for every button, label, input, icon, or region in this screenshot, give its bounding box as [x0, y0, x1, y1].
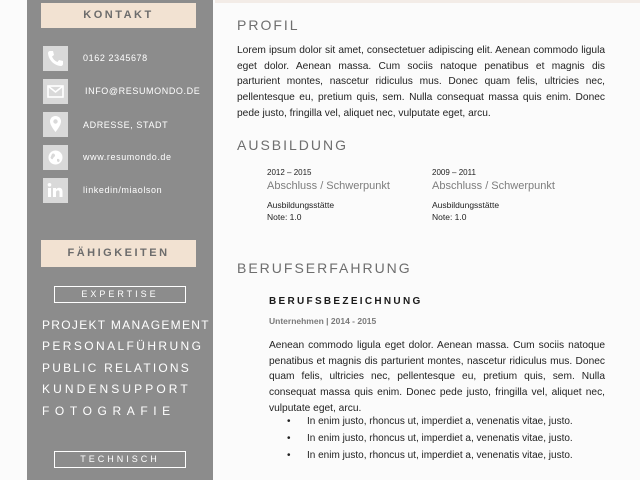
- contact-email: [43, 79, 213, 105]
- list-item: • In enim justo, rhoncus ut, imperdiet a, venenatis vitae, justo.: [287, 430, 573, 447]
- list-item: • In enim justo, rhoncus ut, imperdiet a, venenatis vitae, justo.: [287, 413, 573, 430]
- contact-linkedin: [43, 178, 213, 204]
- sidebar: [27, 0, 213, 480]
- globe-icon: [43, 145, 68, 170]
- phone-icon: [43, 46, 68, 71]
- education-place: Ausbildungsstätte: [267, 200, 335, 210]
- skill-item: PROJEKT MANAGEMENT: [42, 318, 210, 332]
- expertise-label: EXPERTISE: [54, 286, 186, 303]
- main-content: [237, 0, 617, 480]
- contact-email-text: INFO@RESUMONDO.DE: [85, 86, 201, 96]
- education-place: Ausbildungsstätte: [432, 200, 500, 210]
- map-pin-icon: [43, 112, 68, 137]
- contact-linkedin-text: linkedin/miaolson: [83, 185, 163, 195]
- education-entry: [432, 168, 582, 223]
- contact-website-text: www.resumondo.de: [83, 152, 172, 162]
- contact-address-text: ADRESSE, STADT: [83, 120, 169, 130]
- ausbildung-title: AUSBILDUNG: [237, 137, 349, 153]
- job-bullet-list: [287, 413, 573, 464]
- education-dates: 2012 – 2015: [267, 168, 312, 177]
- profil-title: PROFIL: [237, 17, 300, 33]
- skill-item: PUBLIC RELATIONS: [42, 361, 192, 375]
- contact-header: KONTAKT: [41, 3, 196, 28]
- skills-header: FÄHIGKEITEN: [41, 240, 196, 267]
- skill-item: PERSONALFÜHRUNG: [42, 339, 204, 353]
- job-description: Aenean commodo ligula eget dolor. Aenean massa. Cum sociis natoque penatibus et magnis dis parturient montes, nascetur ridiculus mus. Donec quam felis, ultricies nec, pellentesque eu, pretium quis, sem. Nulla consequat massa quis enim. Donec pede justo, fringilla vel, aliquet nec, vulputate eget, arcu.: [269, 340, 605, 414]
- profil-text: Lorem ipsum dolor sit amet, consectetuer adipiscing elit. Aenean commodo ligula eget dolor. Aenean massa. Cum sociis natoque penatibus et magnis dis parturient montes, nascetur ridiculus mus. Donec quam felis, ultricies nec, pellentesque eu, pretium quis, sem. Nulla consequat massa quis enim. Donec pede justo, fringilla vel, aliquet nec, vulputate eget, arcu.: [237, 45, 605, 119]
- technisch-label: TECHNISCH: [54, 451, 186, 468]
- list-item: • In enim justo, rhoncus ut, imperdiet a, venenatis vitae, justo.: [287, 447, 573, 464]
- linkedin-icon: [43, 178, 68, 203]
- contact-address: [43, 112, 213, 138]
- contact-website: [43, 145, 213, 171]
- skill-item: KUNDENSUPPORT: [42, 382, 191, 396]
- education-grade: Note: 1.0: [432, 212, 467, 222]
- job-company-dates: Unternehmen | 2014 - 2015: [269, 316, 377, 326]
- contact-phone-text: 0162 2345678: [83, 53, 148, 63]
- skill-item: FOTOGRAFIE: [42, 404, 176, 418]
- education-degree: Abschluss / Schwerpunkt: [267, 180, 390, 192]
- job-title: BERUFSBEZEICHNUNG: [269, 296, 423, 307]
- contact-phone: [43, 46, 213, 72]
- education-entry: [267, 168, 417, 223]
- envelope-icon: [43, 79, 68, 104]
- education-dates: 2009 – 2011: [432, 168, 476, 177]
- education-grade: Note: 1.0: [267, 212, 302, 222]
- berufserfahrung-title: BERUFSERFAHRUNG: [237, 260, 412, 276]
- education-degree: Abschluss / Schwerpunkt: [432, 180, 555, 192]
